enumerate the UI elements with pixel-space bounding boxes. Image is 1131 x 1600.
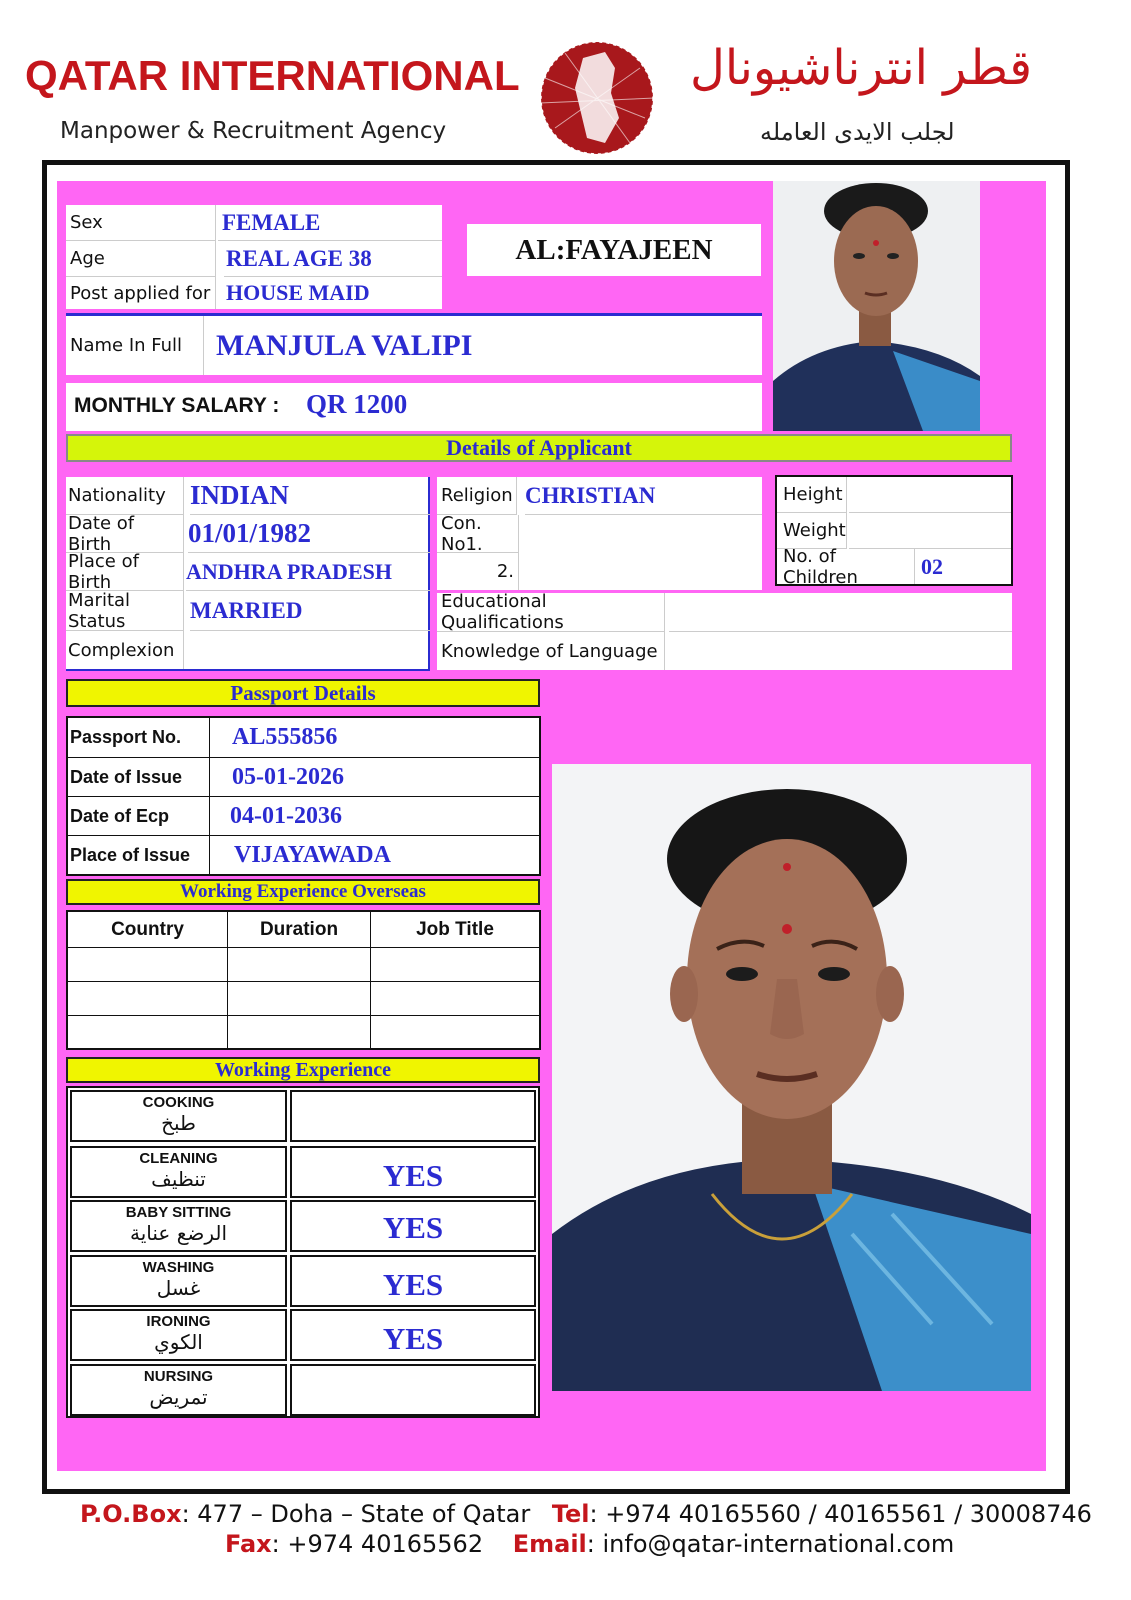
post-label: Post applied for (66, 277, 216, 309)
skill-value: YES (290, 1200, 536, 1252)
skill-label-ar: تمريض (149, 1385, 208, 1409)
passport-table (66, 716, 541, 876)
brand-name-arabic: قطر انترناشيونال (690, 40, 1033, 96)
table-cell (371, 982, 539, 1016)
skill-baby-sitting (70, 1200, 287, 1252)
name-label: Name In Full (66, 316, 204, 375)
skill-value: YES (290, 1255, 536, 1307)
contact1-label: Con. No1. (437, 515, 519, 553)
personal-details-table (66, 477, 430, 671)
skill-label-en: WASHING (142, 1259, 215, 1276)
religion-contact-table (437, 477, 762, 590)
salary-label: MONTHLY SALARY : (74, 394, 280, 417)
country-header: Country (68, 912, 228, 948)
education-value (669, 593, 1012, 632)
expiry-date-value: 04-01-2036 (210, 797, 539, 836)
marital-value: MARRIED (190, 591, 430, 631)
skill-label-ar: الكوي (154, 1330, 203, 1354)
applicant-photo-small (773, 181, 980, 431)
contact2-value (525, 553, 762, 590)
skill-label-en: NURSING (143, 1368, 214, 1385)
brand-subtitle-arabic: لجلب الايدى العامله (760, 118, 955, 146)
table-cell (68, 982, 228, 1016)
basic-info-box (66, 205, 442, 309)
skill-label-en: IRONING (146, 1313, 211, 1330)
issue-date-value: 05-01-2026 (210, 758, 539, 797)
height-value (849, 477, 1011, 513)
pob-label: Place of Birth (66, 553, 184, 591)
brand-subtitle: Manpower & Recruitment Agency (60, 118, 447, 144)
table-cell (228, 982, 371, 1016)
email-link[interactable]: : info@qatar-international.com (586, 1530, 955, 1558)
language-value (669, 632, 1012, 670)
religion-value: CHRISTIAN (525, 477, 762, 515)
skill-value: YES (290, 1146, 536, 1198)
pob-value: ANDHRA PRADESH (186, 553, 430, 591)
issue-place-label: Place of Issue (68, 836, 210, 874)
height-label: Height (777, 477, 847, 513)
table-cell (68, 1016, 228, 1048)
table-cell (228, 1016, 371, 1048)
skill-label-en: COOKING (142, 1094, 215, 1111)
name-box (66, 313, 762, 375)
globe-logo-icon (535, 38, 660, 156)
skill-label-en: BABY SITTING (125, 1204, 232, 1221)
dob-value: 01/01/1982 (188, 515, 430, 553)
children-value: 02 (921, 553, 943, 579)
nationality-label: Nationality (66, 477, 184, 515)
sex-value: FEMALE (218, 205, 442, 241)
name-value: MANJULA VALIPI (216, 328, 473, 362)
skill-value: YES (290, 1309, 536, 1361)
nationality-value: INDIAN (190, 477, 430, 515)
fax-value: : +974 40165562 (271, 1530, 484, 1558)
skill-label-ar: الرضع عناية (129, 1221, 228, 1245)
table-cell (371, 1016, 539, 1048)
skill-nursing (70, 1364, 287, 1416)
email-key: Email (512, 1530, 587, 1558)
pobox-value: : 477 – Doha – State of Qatar (181, 1500, 531, 1528)
issue-date-label: Date of Issue (68, 758, 210, 797)
table-cell (68, 948, 228, 982)
skill-label-ar: طبخ (161, 1111, 196, 1135)
agency-code: AL:FAYAJEEN (467, 224, 761, 276)
salary-box (66, 383, 762, 431)
fax-key: Fax (225, 1530, 272, 1558)
job-title-header: Job Title (371, 912, 539, 948)
tel-key: Tel (551, 1500, 590, 1528)
sex-label: Sex (66, 205, 216, 241)
complexion-label: Complexion (66, 631, 184, 669)
skill-value (290, 1364, 536, 1416)
language-label: Knowledge of Language (437, 632, 665, 670)
applicant-photo-large (552, 764, 1031, 1391)
skill-label-ar: تنظيف (151, 1167, 206, 1191)
passport-no-value: AL555856 (210, 718, 539, 758)
weight-label: Weight (777, 513, 847, 549)
dob-label: Date of Birth (66, 515, 184, 553)
table-cell (371, 948, 539, 982)
details-title: Details of Applicant (66, 434, 1012, 462)
education-language-table (437, 593, 1012, 670)
skill-cooking (70, 1090, 287, 1142)
skill-washing (70, 1255, 287, 1307)
overseas-table (66, 910, 541, 1050)
experience-title: Working Experience (66, 1057, 540, 1083)
issue-place-value: VIJAYAWADA (234, 841, 391, 868)
passport-title: Passport Details (66, 679, 540, 707)
duration-header: Duration (228, 912, 371, 948)
skill-label-ar: غسل (156, 1276, 201, 1300)
post-value: HOUSE MAID (226, 280, 370, 305)
skill-value (290, 1090, 536, 1142)
table-cell (228, 948, 371, 982)
footer-contact-line (225, 1530, 954, 1558)
complexion-value (190, 631, 430, 669)
overseas-title: Working Experience Overseas (66, 879, 540, 905)
marital-label: Marital Status (66, 591, 184, 631)
salary-value: QR 1200 (306, 389, 408, 419)
physical-details-table (775, 475, 1013, 586)
skill-ironing (70, 1309, 287, 1361)
footer-address-line (80, 1500, 1092, 1528)
skill-label-en: CLEANING (139, 1150, 218, 1167)
children-label: No. of Children (777, 549, 915, 584)
contact1-value (525, 515, 762, 553)
weight-value (849, 513, 1011, 549)
contact2-label: 2. (437, 553, 519, 590)
skill-cleaning (70, 1146, 287, 1198)
age-value: REAL AGE 38 (224, 241, 442, 277)
age-label: Age (66, 241, 216, 277)
expiry-date-label: Date of Ecp (68, 797, 210, 836)
education-label: Educational Qualifications (437, 593, 665, 632)
passport-no-label: Passport No. (68, 718, 210, 758)
brand-name: QATAR INTERNATIONAL (25, 52, 520, 99)
pobox-key: P.O.Box (80, 1500, 182, 1528)
religion-label: Religion (437, 477, 517, 515)
tel-value: : +974 40165560 / 40165561 / 30008746 (589, 1500, 1092, 1528)
